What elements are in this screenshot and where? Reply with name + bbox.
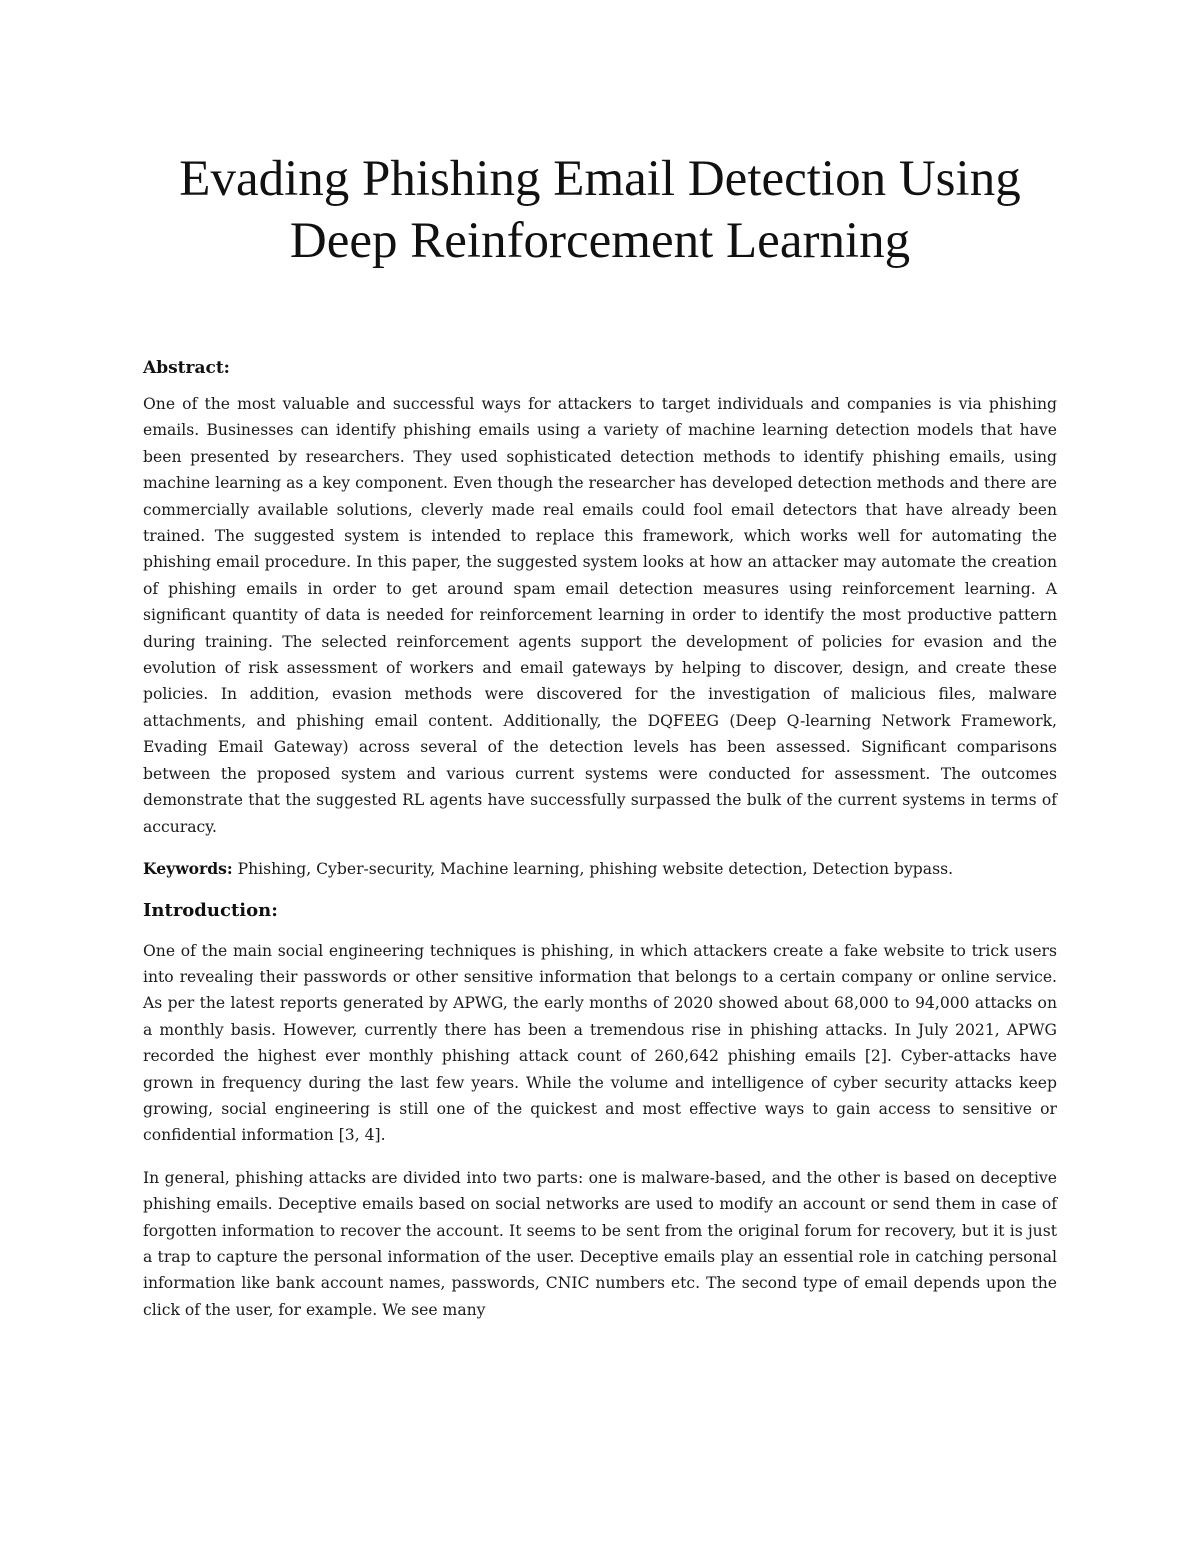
paper-title-line-2: Deep Reinforcement Learning [289,213,911,269]
keywords-label: Keywords: [143,858,233,878]
introduction-heading: Introduction: [143,899,278,921]
abstract-heading: Abstract: [143,358,230,378]
introduction-paragraph-2: In general, phishing attacks are divided into two parts: one is malware-based, and the other is based on deceptive phishing emails. Deceptive emails based on social networks are used to modify an account or send them in case of forgotten information to recover the account. It seems to be sent from the original forum for recovery, but it is just a trap to capture the personal information of the user. Deceptive emails play an essential role in catching personal information like bank account names, passwords, CNIC numbers etc. The second type of email depends upon the click of the user, for example. We see many [143,1168,1057,1319]
paper-title [143,148,1057,272]
paper-title-line-1: Evading Phishing Email Detection Using [179,151,1021,207]
keywords-text: Phishing, Cyber-security, Machine learning, phishing website detection, Detection bypass. [232,859,954,878]
abstract-paragraph: One of the most valuable and successful ways for attackers to target individuals and companies is via phishing emails. Businesses can identify phishing emails using a variety of machine learning detection models that have been presented by researchers. They used sophisticated detection methods to identify phishing emails, using machine learning as a key component. Even though the researcher has developed detection methods and there are commercially available solutions, cleverly made real emails could fool email detectors that have already been trained. The suggested system is intended to replace this framework, which works well for automating the phishing email procedure. In this paper, the suggested system looks at how an attacker may automate the creation of phishing emails in order to get around spam email detection measures using reinforcement learning. A significant quantity of data is needed for reinforcement learning in order to identify the most productive pattern during training. The selected reinforcement agents support the development of policies for evasion and the evolution of risk assessment of workers and email gateways by helping to discover, design, and create these policies. In addition, evasion methods were discovered for the investigation of malicious files, malware attachments, and phishing email content. Additionally, the DQFEEG (Deep Q-learning Network Framework, Evading Email Gateway) across several of the detection levels has been assessed. Significant comparisons between the proposed system and various current systems were conducted for assessment. The outcomes demonstrate that the suggested RL agents have successfully surpassed the bulk of the current systems in terms of accuracy. [143,395,1057,836]
keywords-line [143,856,1057,882]
document-page [143,148,1057,1323]
introduction-paragraph-1: One of the main social engineering techniques is phishing, in which attackers create a fake website to trick users into revealing their passwords or other sensitive information that belongs to a certain company or online service. As per the latest reports generated by APWG, the early months of 2020 showed about 68,000 to 94,000 attacks on a monthly basis. However, currently there has been a tremendous rise in phishing attacks. In July 2021, APWG recorded the highest ever monthly phishing attack count of 260,642 phishing emails [2]. Cyber-attacks have grown in frequency during the last few years. While the volume and intelligence of cyber security attacks keep growing, social engineering is still one of the quickest and most effective ways to gain access to sensitive or confidential information [3, 4]. [143,941,1057,1145]
